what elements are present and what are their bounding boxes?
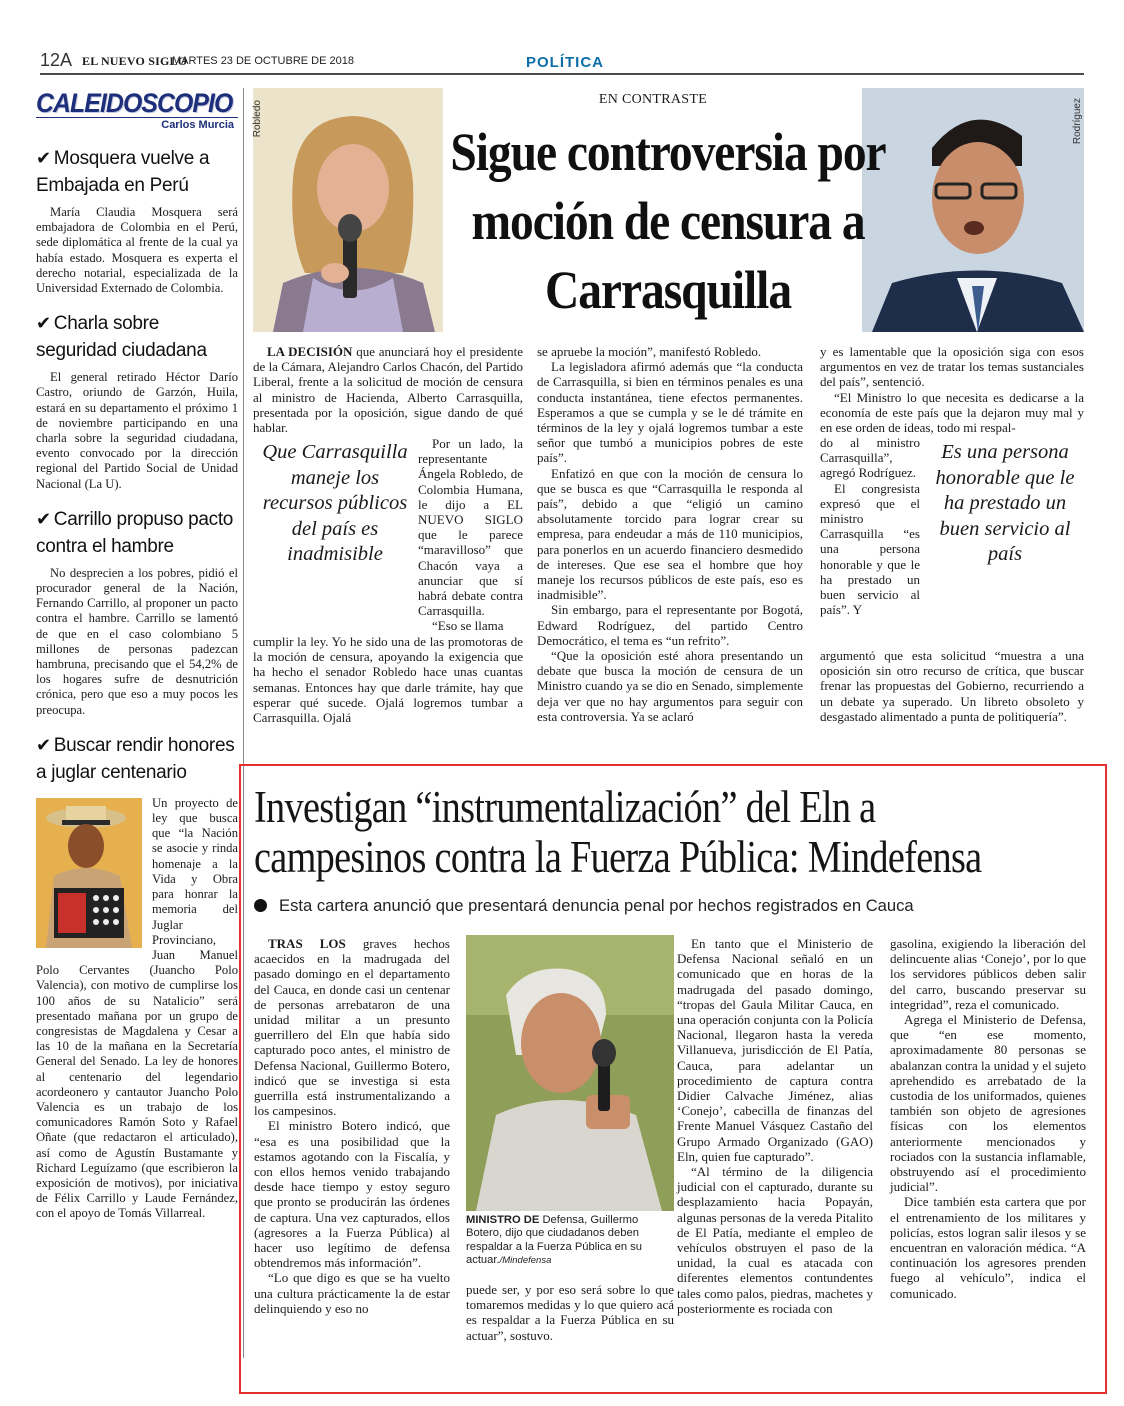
bottom-col2-bottom: puede ser, y por eso será sobre lo que tomaremos medidas y lo que quiero acá es respaldar a la Fuerza Pública en su actuar”, sostuvo.	[466, 1282, 674, 1343]
bullet-icon	[254, 899, 267, 912]
brief-text: No desprecien a los pobres, pidió el procurador general de la Nación, Fernando Carrillo, al proponer un pacto contra el hambre. Carrillo se lamentó de que en el caso colombiano 5 millones de personas padezcan hambruna, precisando que el 54,2% de los hogares sufre de desnutrición crónica, pero que eso a muy pocos les preocupa.	[36, 565, 238, 717]
botero-photo	[466, 935, 674, 1211]
top-col2: se apruebe la moción”, manifestó Robledo. La legisladora afirmó además que “la conducta de Carrasquilla, si bien en términos penales es una conducta instantánea, tiene efectos permanentes. Esperamos a que se cumpla y se le dé trámite en términos de la ley y ojalá logremos tumbar a este señor que tumbó a municipios pobres de este país”. Enfatizó en que con la moción de censura lo que se busca es que “Carrasquilla le responda al país”, debido a que “eligió un camino absolutamente torcido para lograr crear su empresa, para endeudar a más de 110 municipios, para ponerlos en un acuerdo financiero desmedido de intereses. Que ese sea el hombre que hoy maneje los recursos públicos de este país, eso es inadmisible”. Sin embargo, para el representante por Bogotá, Edward Rodríguez, del partido Centro Democrático, el tema es “un refrito”. “Que la oposición esté ahora presentando un debate que busca la moción de censura de un Ministro cuando ya se dio en Senado, simplemente deja ver que no hay argumentos para seguir con esta controversia. Ya se aclaró	[537, 344, 803, 724]
top-col1-intro: LA DECISIÓN que anunciará hoy el presidente de la Cámara, Alejandro Carlos Chacón, del Partido Liberal, frente a la solicitud de moción de censura al ministro de Hacienda, Alberto Carrasquilla, presentada por la oposición, sigue dando de qué hablar.	[253, 344, 523, 436]
photo-credit-right: Rodríguez	[1072, 98, 1083, 145]
top-col3-bottom: argumentó que esta solicitud “muestra a una oposición sin otro recurso de crítica, que buscar frenar las propuestas del Gobierno, recurriendo a un debate ya superado. Un libreto obsoleto y desgastado alimentado a punta de politiquería”.	[820, 648, 1084, 724]
brief-text: Un proyecto de ley que busca que “la Nación se asocie y rinda homenaje a la Vida y Obra para honrar la memoria del Juglar Provinciano, Juan Manuel Polo Cervantes (Juancho Polo Valencia), con motivo de cumplirse los 100 años de su Natalicio” será presentado mañana por un grupo de congresistas de Magdalena y Cesar a las 10 de la mañana en la Secretaría General del Senado. La ley de honores al centenario del legendario acordeonero y cantautor Juancho Polo Valencia es un trabajo de los comunicadores Ramón Soto y Rafael Oñate (que redactaron el articulado), así como de Agustín Bustamante y Richard Leguízamo (que escribieron la exposición de motivos), por iniciativa de Félix Carrillo y Laude Fernández, con el apoyo de Tomás Villarreal.	[36, 795, 238, 1221]
brief-title: ✔ Mosquera vuelve a Embajada en Perú	[36, 148, 210, 196]
bottom-col1: TRAS LOS graves hechos acaecidos en la madrugada del pasado domingo en el departamento del Cauca, en donde casi un centenar de personas arrebataron de una unidad militar a un presunto guerrillero del Eln que había sido capturado poco antes, el ministro de Defensa Nacional, Guillermo Botero, indicó que se investiga si esta guerrilla está instrumentalizando a los campesinos. El ministro Botero indicó, que “esa es una posibilidad que la estamos agotando con la Fiscalía, y con ellos hemos venido trabajando desde hace tiempo y estoy seguro que pronto se producirán las órdenes de captura. Una vez capturados, ellos (agresores a la Fuerza Pública) al hacer uso legítimo de defensa obtendremos más información”. “Lo que digo es que se ha vuelto una cultura prácticamente la de estar delinquiendo y eso no	[254, 936, 450, 1316]
top-col3-side: do al ministro Carrasquilla”, agregó Rodríguez. El congresista expresó que el ministro Carrasquilla “es una persona honorable y que le ha prestado un buen servicio al país”. Y	[820, 435, 920, 618]
top-col3-top: y es lamentable que la oposición siga con esos argumentos en vez de tratar los temas sustanciales del país”, sentenció. “El Ministro lo que necesita es dedicarse a la economía de este país que la dejaron muy mal y en ese orden de ideas, todo mi respal-	[820, 344, 1084, 436]
bottom-col3: En tanto que el Ministerio de Defensa Nacional señaló en un comunicado que en horas de la madrugada del pasado domingo, “tropas del Gaula Militar Cauca, en una operación conjunta con la Policía Nacional, llegaron hasta la vereda Villanueva, jurisdicción de El Patía, Cauca, para adelantar un procedimiento de captura contra Didier Calvache Jiménez, alias ‘Conejo’, cabecilla de finanzas del Frente Manuel Vásquez Castaño del Grupo Armado Organizado (GAO) Eln, quien fue capturado”. “Al término de la diligencia judicial con el capturado, durante su desplazamiento hacia Popayán, algunas personas de la vereda Pitalito de El Patía, mediante el empleo de vehículos obstruyen el paso de la unidad, la cual es atacada con diferentes elementos contundentes tales como palos, piedras, machetes y posteriormente es rociada con	[677, 936, 873, 1316]
column-title: CALEIDOSCOPIO	[36, 88, 233, 118]
brief-text: María Claudia Mosquera será embajadora de Colombia en el Perú, sede diplomática al frente de la cual ya había estado. Mosquera es experta el derecho notarial, especializada de la Universidad Externado de Colombia.	[36, 205, 238, 296]
headline-top: Sigue controversia por moción de censura a Carrasquilla	[450, 122, 886, 320]
checkmark-icon: ✔	[36, 148, 51, 169]
pull-quote-right: Es una persona honorable que le ha prestado un buen servicio al país	[935, 441, 1075, 565]
pull-quote-left: Que Carrasquilla maneje los recursos públicos del país es inadmisible	[262, 441, 408, 565]
publication-date: MARTES 23 DE OCTUBRE DE 2018	[172, 55, 354, 67]
kicker: EN CONTRASTE	[598, 92, 708, 107]
checkmark-icon: ✔	[36, 313, 51, 335]
juancho-polo-photo	[36, 798, 142, 948]
caleidoscopio-sidebar	[36, 88, 238, 1222]
caption-credit: /Mindefensa	[499, 1255, 552, 1267]
header-rule	[40, 73, 1084, 75]
bottom-col4: gasolina, exigiendo la liberación del delincuente alias ‘Conejo’, por lo que los servidores públicos deben salir del carro, buscando preservar su integridad”, reza el comunicado. Agrega el Ministerio de Defensa, que “en ese momento, aproximadamente 80 personas se abalanzan contra la unidad y el sujeto aprehendido es arrebatado de la custodia de los uniformados, quienes también son objeto de agresiones físicas con los elementos anteriormente mencionados y rociados con la sustancia inflamable, obstruyendo así el procedimiento judicial”. Dice también esta cartera que por el entrenamiento de los militares y policías, estos logran salir ilesos y se encuentran en valoración médica. “A continuación los agresores prenden fuego al vehículo”, indica el comunicado.	[890, 936, 1086, 1301]
column-author: Carlos Murcia	[36, 117, 238, 131]
photo-caption: MINISTRO DE Defensa, Guillermo Botero, dijo que ciudadanos deben respaldar a la Fuerza Pública en su actuar./Mindefensa	[466, 1214, 642, 1267]
brief-text: El general retirado Héctor Darío Castro, oriundo de Garzón, Huila, estará en su departamento el próximo 1 de noviembre participando en una charla sobre la seguridad ciudadana, evento convocado por la dirección regional del Partido Social de Unidad Nacional (La U).	[36, 370, 238, 491]
headline-bottom: Investigan “instrumentalización” del Eln a campesinos contra la Fuerza Pública: Mindefensa	[254, 782, 982, 882]
newspaper-name: EL NUEVO SIGLO	[82, 54, 188, 68]
brief-title: ✔ Buscar rendir honores a juglar centenario	[36, 734, 235, 783]
subhead: Esta cartera anunció que presentará denuncia penal por hechos registrados en Cauca	[254, 896, 1094, 916]
photo-credit-left: Robledo	[252, 100, 263, 138]
robledo-photo	[253, 88, 443, 332]
top-col1-bottom: cumplir la ley. Yo he sido una de las promotoras de la moción de censura, apoyando la exigencia que ha hecho el senador Robledo hace unas cuantas semanas. Entonces hay que darle trámite, hay que esperar qué sucede. Ojalá logremos tumbar a Carrasquilla. Ojalá	[253, 634, 523, 726]
checkmark-icon: ✔	[36, 734, 51, 756]
checkmark-icon: ✔	[36, 508, 51, 530]
top-col1-side: Por un lado, la representante Ángela Robledo, de Colombia Humana, le dijo a EL NUEVO SIGLO que le parece “maravilloso” que Chacón vaya a anunciar que sí habrá debate contra Carrasquilla. “Eso se llama	[418, 436, 523, 634]
section-title: POLÍTICA	[526, 54, 604, 71]
brief-title: ✔ Charla sobre seguridad ciudadana	[36, 313, 207, 362]
page-number: 12A	[40, 50, 73, 70]
brief-title: ✔ Carrillo propuso pacto contra el hambre	[36, 508, 234, 557]
